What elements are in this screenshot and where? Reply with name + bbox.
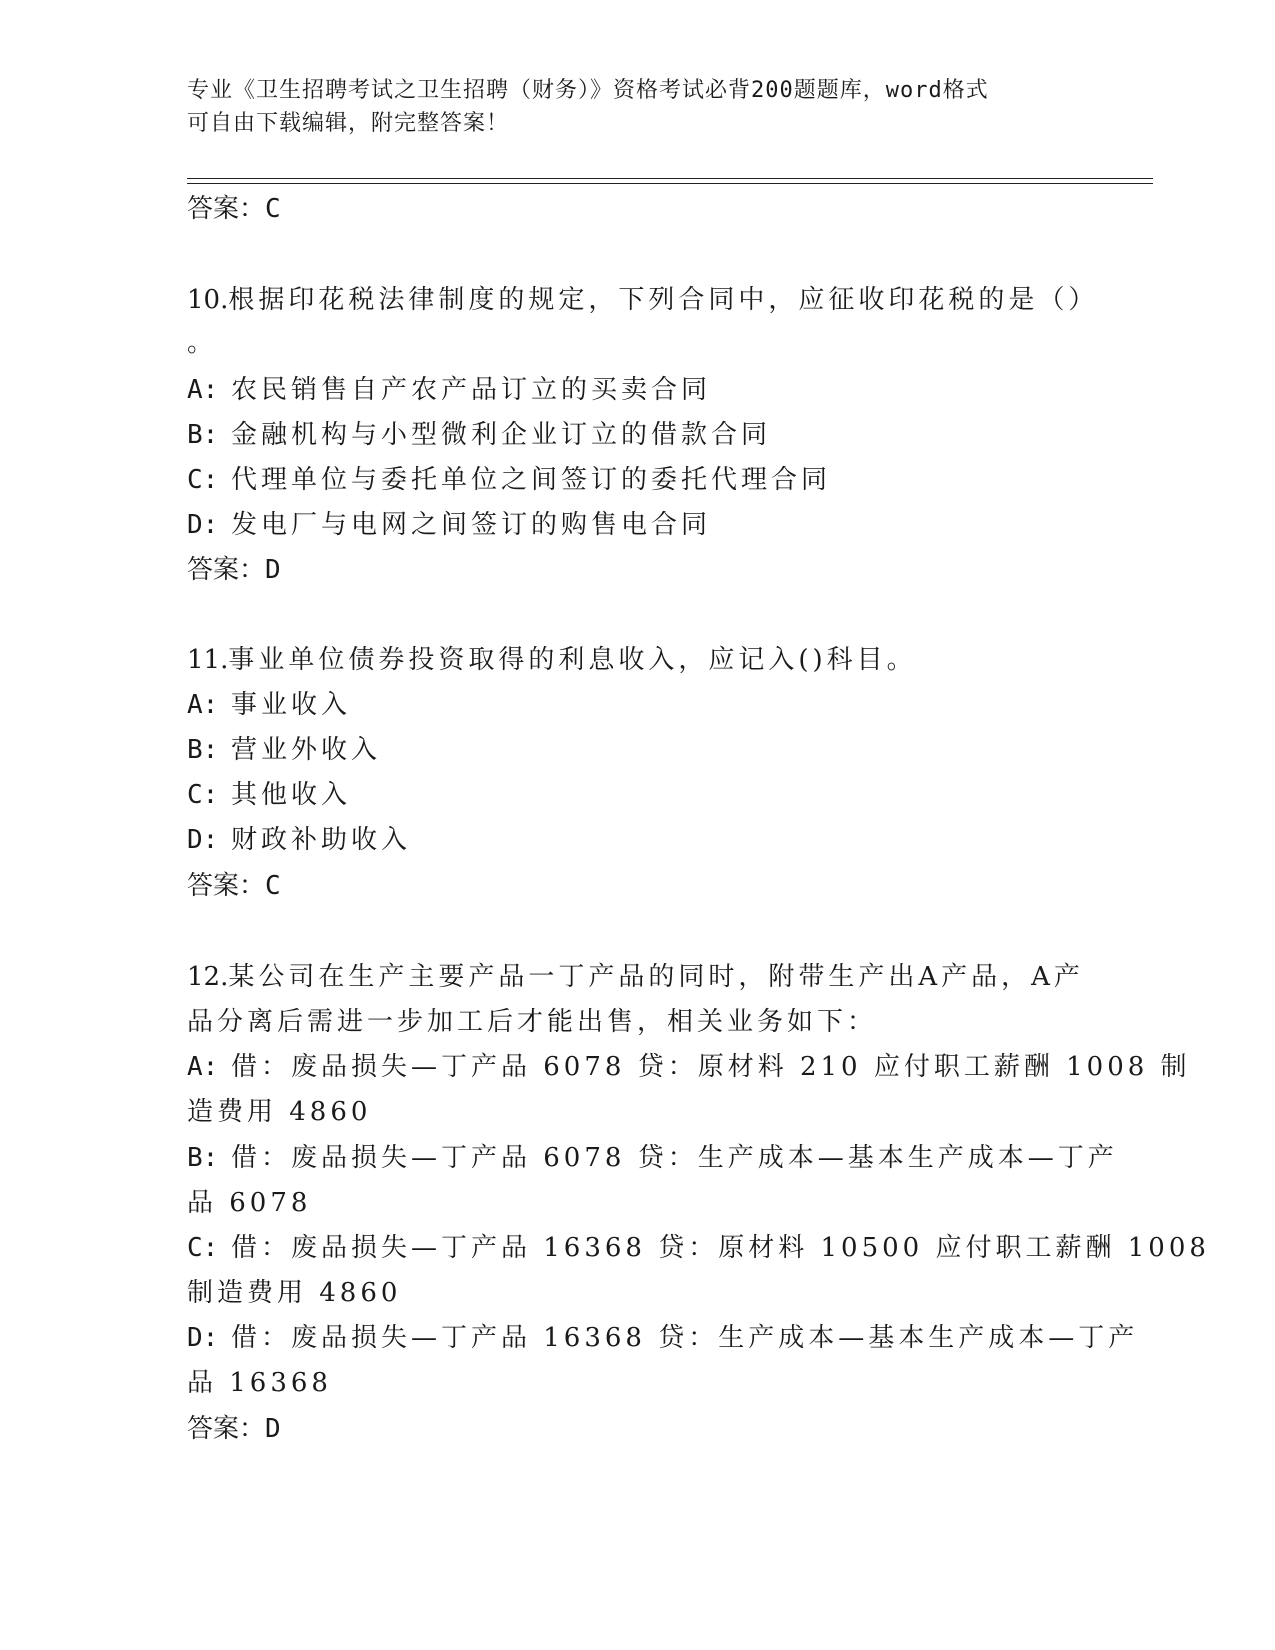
document-header [187, 74, 1087, 140]
option-b [187, 1141, 1118, 1175]
header-line-2: 可自由下载编辑，附完整答案！ [187, 111, 510, 136]
option-d-continued: 品 16368 [187, 1368, 332, 1398]
option-c [187, 1231, 1210, 1265]
option-b [187, 733, 381, 767]
option-text: 借：废品损失—丁产品 6078 贷：原材料 210 应付职工薪酬 1008 制 [231, 1052, 1191, 1082]
option-text: 代理单位与委托单位之间签订的委托代理合同 [231, 465, 832, 495]
option-d [187, 1321, 1138, 1355]
option-c [187, 463, 831, 497]
option-text: 其他收入 [231, 780, 352, 810]
option-text: 财政补助收入 [231, 825, 412, 855]
option-c [187, 778, 351, 812]
answer-previous: 答案：C [187, 194, 281, 224]
option-letter: A: [187, 690, 219, 720]
option-text: 事业收入 [231, 690, 352, 720]
option-letter: D: [187, 1323, 219, 1353]
option-text: 借：废品损失—丁产品 16368 贷：原材料 10500 应付职工薪酬 1008 [231, 1233, 1210, 1263]
option-text: 借：废品损失—丁产品 6078 贷：生产成本—基本生产成本—丁产 [231, 1143, 1118, 1173]
question-12-line-1 [187, 960, 1084, 994]
option-text: 金融机构与小型微利企业订立的借款合同 [231, 420, 772, 450]
question-number: 11. [187, 645, 229, 675]
option-d [187, 508, 711, 542]
answer-10: 答案：D [187, 555, 281, 585]
question-12-line-2: 品分离后需进一步加工后才能出售，相关业务如下： [187, 1007, 878, 1037]
option-letter: C: [187, 1233, 219, 1263]
option-letter: D: [187, 825, 219, 855]
option-letter: C: [187, 780, 219, 810]
option-a [187, 1050, 1191, 1084]
question-text: 某公司在生产主要产品一丁产品的同时，附带生产出A产品，A产 [228, 962, 1084, 992]
answer-11: 答案：C [187, 871, 281, 901]
option-a [187, 688, 351, 722]
option-text: 农民销售自产农产品订立的买卖合同 [231, 375, 712, 405]
question-text: 根据印花税法律制度的规定，下列合同中，应征收印花税的是（） [228, 285, 1099, 315]
option-letter: D: [187, 510, 219, 540]
option-c-continued: 制造费用 4860 [187, 1278, 402, 1308]
header-line-1: 专业《卫生招聘考试之卫生招聘（财务）》资格考试必背200题题库，word格式 [187, 78, 989, 103]
option-letter: A: [187, 1052, 219, 1082]
option-text: 发电厂与电网之间签订的购售电合同 [231, 510, 712, 540]
option-letter: A: [187, 375, 219, 405]
option-letter: B: [187, 1143, 219, 1173]
question-text: 事业单位债券投资取得的利息收入，应记入()科目。 [228, 645, 917, 675]
option-letter: B: [187, 420, 219, 450]
question-number: 10. [187, 285, 229, 315]
option-letter: B: [187, 735, 219, 765]
question-number: 12. [187, 962, 229, 992]
question-10-line-1 [187, 283, 1098, 317]
option-a-continued: 造费用 4860 [187, 1097, 372, 1127]
header-divider-top [187, 178, 1153, 179]
option-b-continued: 品 6078 [187, 1188, 312, 1218]
option-d [187, 823, 411, 857]
option-text: 借：废品损失—丁产品 16368 贷：生产成本—基本生产成本—丁产 [231, 1323, 1139, 1353]
option-text: 营业外收入 [231, 735, 382, 765]
option-b [187, 418, 771, 452]
option-a [187, 373, 711, 407]
question-10-line-2: 。 [187, 328, 218, 358]
header-divider-bottom [187, 183, 1153, 184]
option-letter: C: [187, 465, 219, 495]
question-11-line-1 [187, 643, 917, 677]
answer-12: 答案：D [187, 1414, 281, 1444]
